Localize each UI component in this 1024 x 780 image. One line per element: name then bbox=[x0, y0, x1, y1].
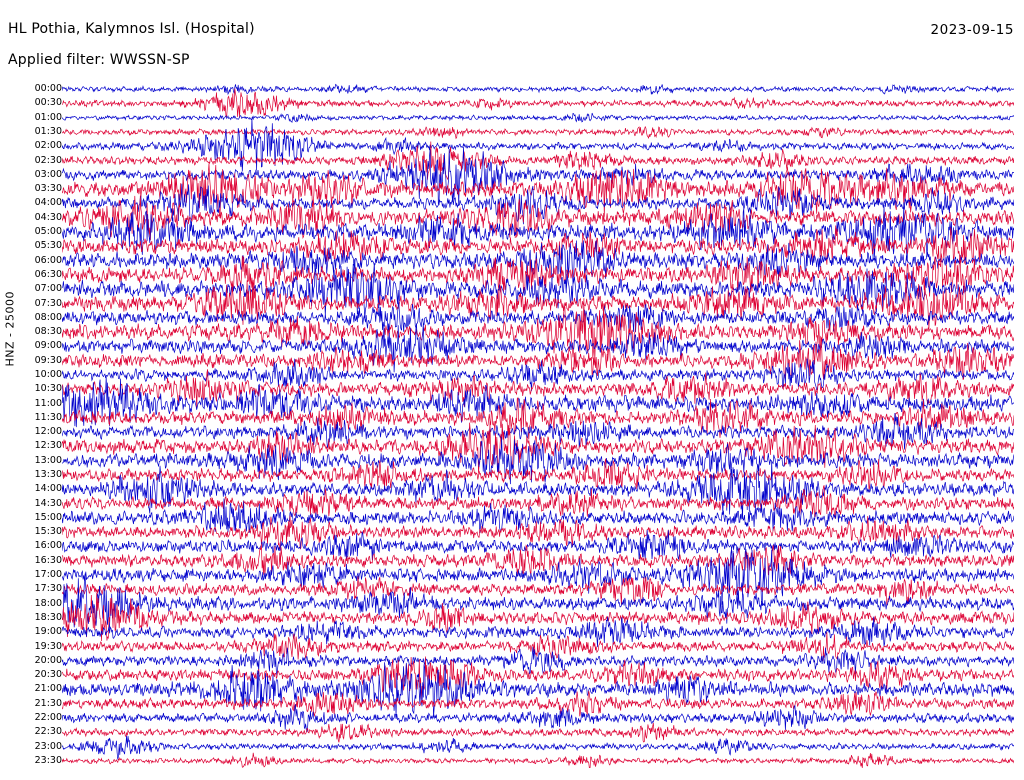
time-label: 18:00 bbox=[34, 597, 62, 609]
date-label: 2023-09-15 bbox=[930, 22, 1014, 38]
time-label: 14:30 bbox=[34, 497, 62, 509]
time-label: 17:30 bbox=[34, 583, 62, 595]
time-tick-labels bbox=[18, 82, 62, 768]
time-label: 23:00 bbox=[34, 740, 62, 752]
time-label: 17:00 bbox=[34, 569, 62, 581]
time-label: 05:00 bbox=[34, 226, 62, 238]
time-label: 15:00 bbox=[34, 511, 62, 523]
filter-label: Applied filter: WWSSN-SP bbox=[8, 52, 190, 68]
trace bbox=[62, 127, 1014, 139]
trace bbox=[62, 753, 1014, 768]
trace bbox=[62, 574, 1014, 631]
time-label: 02:00 bbox=[34, 140, 62, 152]
time-label: 07:30 bbox=[34, 297, 62, 309]
time-label: 04:30 bbox=[34, 211, 62, 223]
time-label: 13:00 bbox=[34, 454, 62, 466]
time-label: 15:30 bbox=[34, 526, 62, 538]
time-label: 07:00 bbox=[34, 283, 62, 295]
y-axis-label: HNZ - 25000 bbox=[3, 291, 17, 367]
trace bbox=[62, 576, 1014, 605]
time-label: 00:30 bbox=[34, 97, 62, 109]
time-label: 06:30 bbox=[34, 268, 62, 280]
time-label: 13:30 bbox=[34, 469, 62, 481]
time-label: 03:00 bbox=[34, 168, 62, 180]
time-label: 08:00 bbox=[34, 311, 62, 323]
time-label: 10:30 bbox=[34, 383, 62, 395]
time-label: 01:30 bbox=[34, 126, 62, 138]
time-label: 16:30 bbox=[34, 554, 62, 566]
time-label: 20:00 bbox=[34, 654, 62, 666]
time-label: 19:00 bbox=[34, 626, 62, 638]
time-label: 09:30 bbox=[34, 354, 62, 366]
trace bbox=[62, 89, 1014, 118]
time-label: 21:00 bbox=[34, 683, 62, 695]
time-label: 23:30 bbox=[34, 754, 62, 766]
trace bbox=[62, 461, 1014, 519]
time-label: 22:30 bbox=[34, 726, 62, 738]
trace bbox=[62, 723, 1014, 743]
time-label: 04:00 bbox=[34, 197, 62, 209]
time-label: 12:00 bbox=[34, 426, 62, 438]
time-label: 22:00 bbox=[34, 711, 62, 723]
time-label: 12:30 bbox=[34, 440, 62, 452]
time-label: 18:30 bbox=[34, 611, 62, 623]
page-title: HL Pothia, Kalymnos Isl. (Hospital) bbox=[8, 21, 255, 37]
time-label: 00:00 bbox=[34, 83, 62, 95]
time-label: 10:00 bbox=[34, 368, 62, 380]
chart-header bbox=[0, 0, 1024, 78]
trace bbox=[62, 549, 1014, 606]
time-label: 14:00 bbox=[34, 483, 62, 495]
trace bbox=[62, 704, 1014, 732]
time-label: 03:30 bbox=[34, 183, 62, 195]
time-label: 02:30 bbox=[34, 154, 62, 166]
helicorder-plot bbox=[62, 82, 1014, 768]
time-label: 06:00 bbox=[34, 254, 62, 266]
time-label: 20:30 bbox=[34, 669, 62, 681]
time-label: 01:00 bbox=[34, 111, 62, 123]
time-label: 09:00 bbox=[34, 340, 62, 352]
trace bbox=[62, 736, 1014, 760]
trace bbox=[62, 118, 1014, 172]
time-label: 08:30 bbox=[34, 326, 62, 338]
time-label: 11:30 bbox=[34, 411, 62, 423]
trace bbox=[62, 298, 1014, 361]
trace bbox=[62, 691, 1014, 716]
time-label: 21:30 bbox=[34, 697, 62, 709]
time-label: 16:00 bbox=[34, 540, 62, 552]
seismogram-traces bbox=[62, 82, 1014, 768]
trace bbox=[62, 113, 1014, 122]
time-label: 11:00 bbox=[34, 397, 62, 409]
trace bbox=[62, 84, 1014, 94]
time-label: 05:30 bbox=[34, 240, 62, 252]
time-label: 19:30 bbox=[34, 640, 62, 652]
